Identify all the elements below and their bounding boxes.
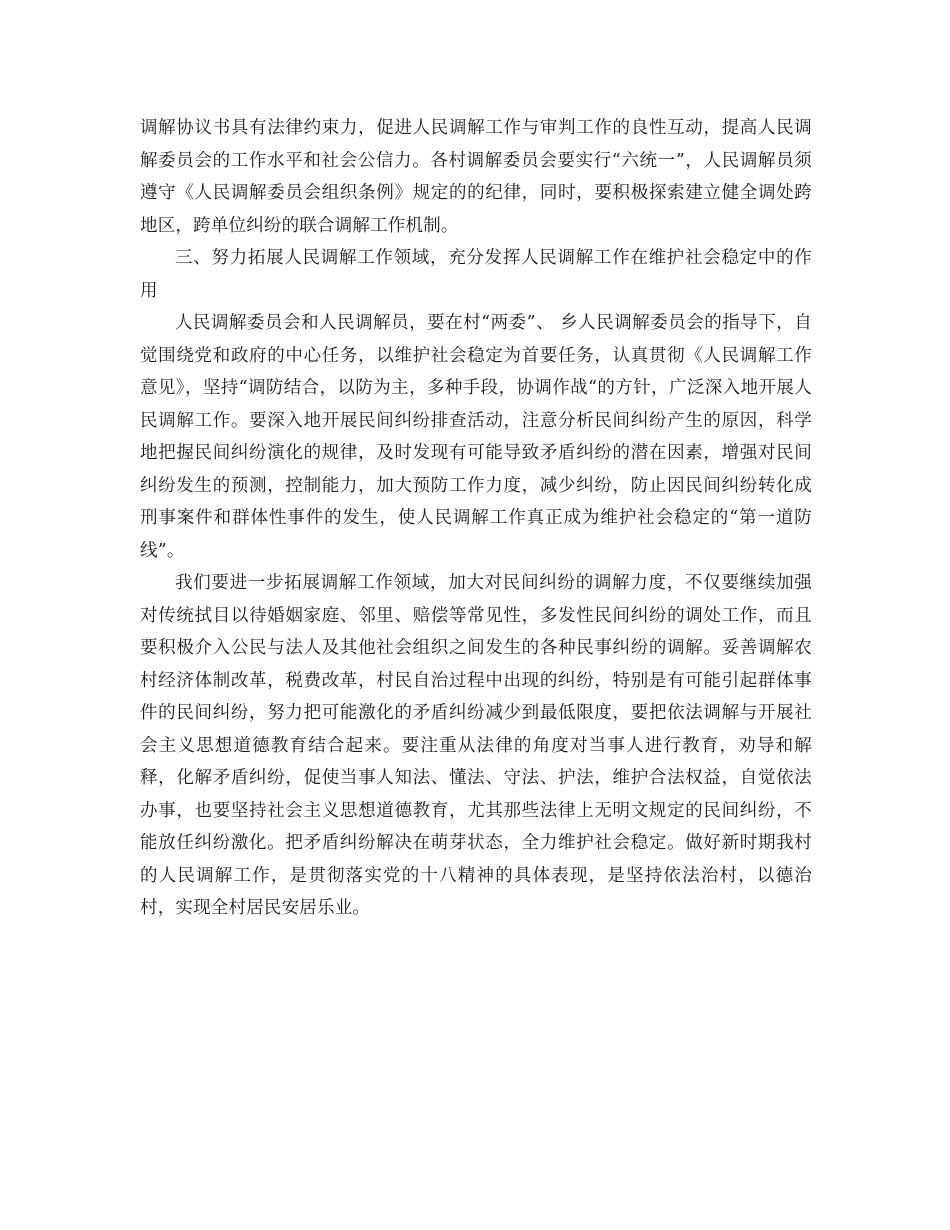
section-heading: 三、努力拓展人民调解工作领域，充分发挥人民调解工作在维护社会稳定中的作用 [140,248,812,301]
paragraph-continuation: 调解协议书具有法律约束力，促进人民调解工作与审判工作的良性互动，提高人民调解委员会的工作水平和社会公信力。各村调解委员会要实行“六统一”，人民调解员须遵守《人民调解委员会组织条例》规定的的纪律，同时，要积极探索建立健全调处跨地区，跨单位纠纷的联合调解工作机制。 [140,118,812,236]
paragraph: 我们要进一步拓展调解工作领域，加大对民间纠纷的调解力度，不仅要继续加强对传统拭目以待婚姻家庭、邻里、赔偿等常见性，多发性民间纠纷的调处工作，而且要积极介入公民与法人及其他社会组织之间发生的各种民事纠纷的调解。妥善调解农村经济体制改革，税费改革，村民自治过程中出现的纠纷，特别是有可能引起群体事件的民间纠纷，努力把可能激化的矛盾纠纷减少到最低限度，要把依法调解与开展社会主义思想道德教育结合起来。要注重从法律的角度对当事人进行教育，劝导和解释，化解矛盾纠纷，促使当事人知法、懂法、守法、护法，维护合法权益，自觉依法办事，也要坚持社会主义思想道德教育，尤其那些法律上无明文规定的民间纠纷，不能放任纠纷激化。把矛盾纠纷解决在萌芽状态，全力维护社会稳定。做好新时期我村的人民调解工作，是贯彻落实党的十八精神的具体表现，是坚持依法治村，以德治村，实现全村居民安居乐业。 [140,573,812,918]
paragraph: 人民调解委员会和人民调解员，要在村“两委”、 乡人民调解委员会的指导下，自觉围绕党和政府的中心任务，以维护社会稳定为首要任务，认真贯彻《人民调解工作意见》，坚持“调防结合，以防为主，多种手段，协调作战“的方针，广泛深入地开展人民调解工作。要深入地开展民间纠纷排查活动，注意分析民间纠纷产生的原因，科学地把握民间纠纷演化的规律，及时发现有可能导致矛盾纠纷的潜在因素，增强对民间纠纷发生的预测，控制能力，加大预防工作力度，减少纠纷，防止因民间纠纷转化成刑事案件和群体性事件的发生，使人民调解工作真正成为维护社会稳定的“第一道防线”。 [140,313,812,561]
document-body [140,112,812,925]
